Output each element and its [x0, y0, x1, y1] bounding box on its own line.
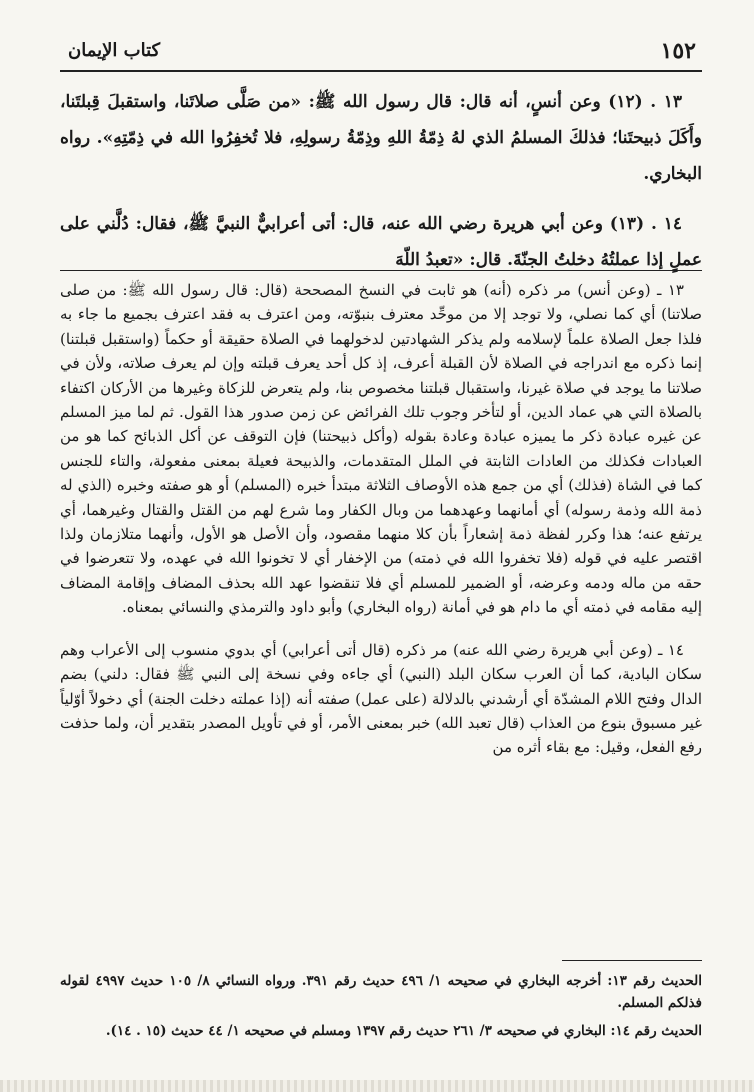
footnotes	[60, 970, 702, 1048]
commentary-text	[60, 278, 702, 778]
page-edge	[0, 1080, 754, 1092]
page-number: ١٥٢	[660, 38, 696, 64]
commentary-13: ١٣ ـ (وعن أنس) مر ذكره (أنه) هو ثابت في النسخ المصححة (قال: قال رسول الله ﷺ: من صلى صلاتنا) أي كما نصلي، ولا توجد إلا من موحِّد معترف بنبوّته، ومن اعترف به فقد اعترف بجميع ما جاء به فلذا جعل الصلاة علماً لإسلامه ولم يذكر الشهادتين لدخولهما في الصلاة حقيقة أو حكماً (واستقبل قبلتنا) إنما ذكره مع اندراجه في الصلاة لأن القبلة أعرف، إذ كل أحد يعرف قبلته وإن لم يعرف صلاته، ولأن في صلاتنا ما يوجد في صلاة غيرنا، واستقبال قبلتنا مخصوص بنا، ولم يتعرض للزكاة وغيرها من الأركان اكتفاء بالصلاة التي هي عماد الدين، أو لتأخر وجوب تلك الفرائض عن زمن صدور هذا القول. ثم لما ميز المسلم عن غيره عبادة ذكر ما يميزه عبادة وعادة بقوله (وأكل ذبيحتنا) فإن التوقف عن أكل الذبائح كما هو من العبادات فكذلك من العادات الثابتة في الملل المتقدمات، والذبيحة فعيلة بمعنى مفعولة، والتاء للجنس كما في الشاة (فذلك) أي من جمع هذه الأوصاف الثلاثة مبتدأ خبره (المسلم) أو هو صفته وخبره (الذي له ذمة الله وذمة رسوله) أي أمانهما وعهدهما من وبال الكفار وما شرع لهم من القتل والقتال وغيرهما، أي يرتفع عنه؛ هذا وكرر لفظة ذمة إشعاراً بأن كلا منهما مقصود، وأن الأصل هو الأول، وأنهما متلازمان ولذا اقتصر عليه في قوله (فلا تخفروا الله في ذمته) من الإخفار أي لا تخونوا الله في عهده، ولا تتعرضوا في حقه من ماله ودمه وعرضه، أو الضمير للمسلم أي فلا تنقضوا عهد الله بحذف المضاف وإقامة المضاف إليه مقامه في ذمته أي ما دام هو في أمانة (رواه البخاري) وأبو داود والترمذي والنسائي بمعناه.	[60, 281, 702, 617]
hadith-13: ١٣ . (١٢) وعن أنسٍ، أنه قال: قال رسول الله ﷺ: «من صَلَّى صلاتَنا، واستقبلَ قِبلتَنا، وأَكَلَ ذبيحتَنا؛ فذلكَ المسلمُ الذي لهُ ذِمّةُ اللهِ وذِمّةُ رسولِهِ، فلا تُخفِرُوا الله في ذِمّتِهِ». رواه البخاري.	[60, 92, 702, 184]
hadith-text	[60, 84, 702, 292]
footnote-13: الحديث رقم ١٣: أخرجه البخاري في صحيحه ١/ ٤٩٦ حديث رقم ٣٩١. ورواه النسائي ٨/ ١٠٥ حديث ٤٩٩٧ لقوله فذلكم المسلم.	[60, 973, 702, 1011]
footnote-divider	[562, 960, 702, 961]
hadith-14: ١٤ . (١٣) وعن أبي هريرة رضي الله عنه، قال: أتى أعرابيٌّ النبيَّ ﷺ، فقال: دُلَّني على عملٍ إذا عملتُهُ دخلتُ الجنّةَ. قال: «تعبدُ اللّهَ	[60, 214, 702, 270]
book-title: كتاب الإيمان	[68, 40, 161, 61]
footnote-14: الحديث رقم ١٤: البخاري في صحيحه ٣/ ٢٦١ حديث رقم ١٣٩٧ ومسلم في صحيحه ١/ ٤٤ حديث (١٥ . ١٤).	[105, 1023, 702, 1039]
section-divider	[60, 270, 702, 271]
page-header	[60, 30, 702, 72]
commentary-14: ١٤ ـ (وعن أبي هريرة رضي الله عنه) مر ذكره (قال أتى أعرابي) أي بدوي منسوب إلى الأعراب وهم سكان البادية، كما أن العرب سكان البلد (النبي) أي جاءه وفي نسخة إلى النبي ﷺ فقال: دلني) بضم الدال وفتح اللام المشدّة أي أرشدني بالدلالة (على عمل) صفته أنه (إذا عملته دخلت الجنة) أي دخولاً أوّلياً غير مسبوق بنوع من العذاب (قال تعبد الله) خبر بمعنى الأمر، أو في تأويل المصدر بتقدير أن، ولما حذفت رفع الفعل، وقيل: مع بقاء أثره من	[60, 640, 702, 757]
